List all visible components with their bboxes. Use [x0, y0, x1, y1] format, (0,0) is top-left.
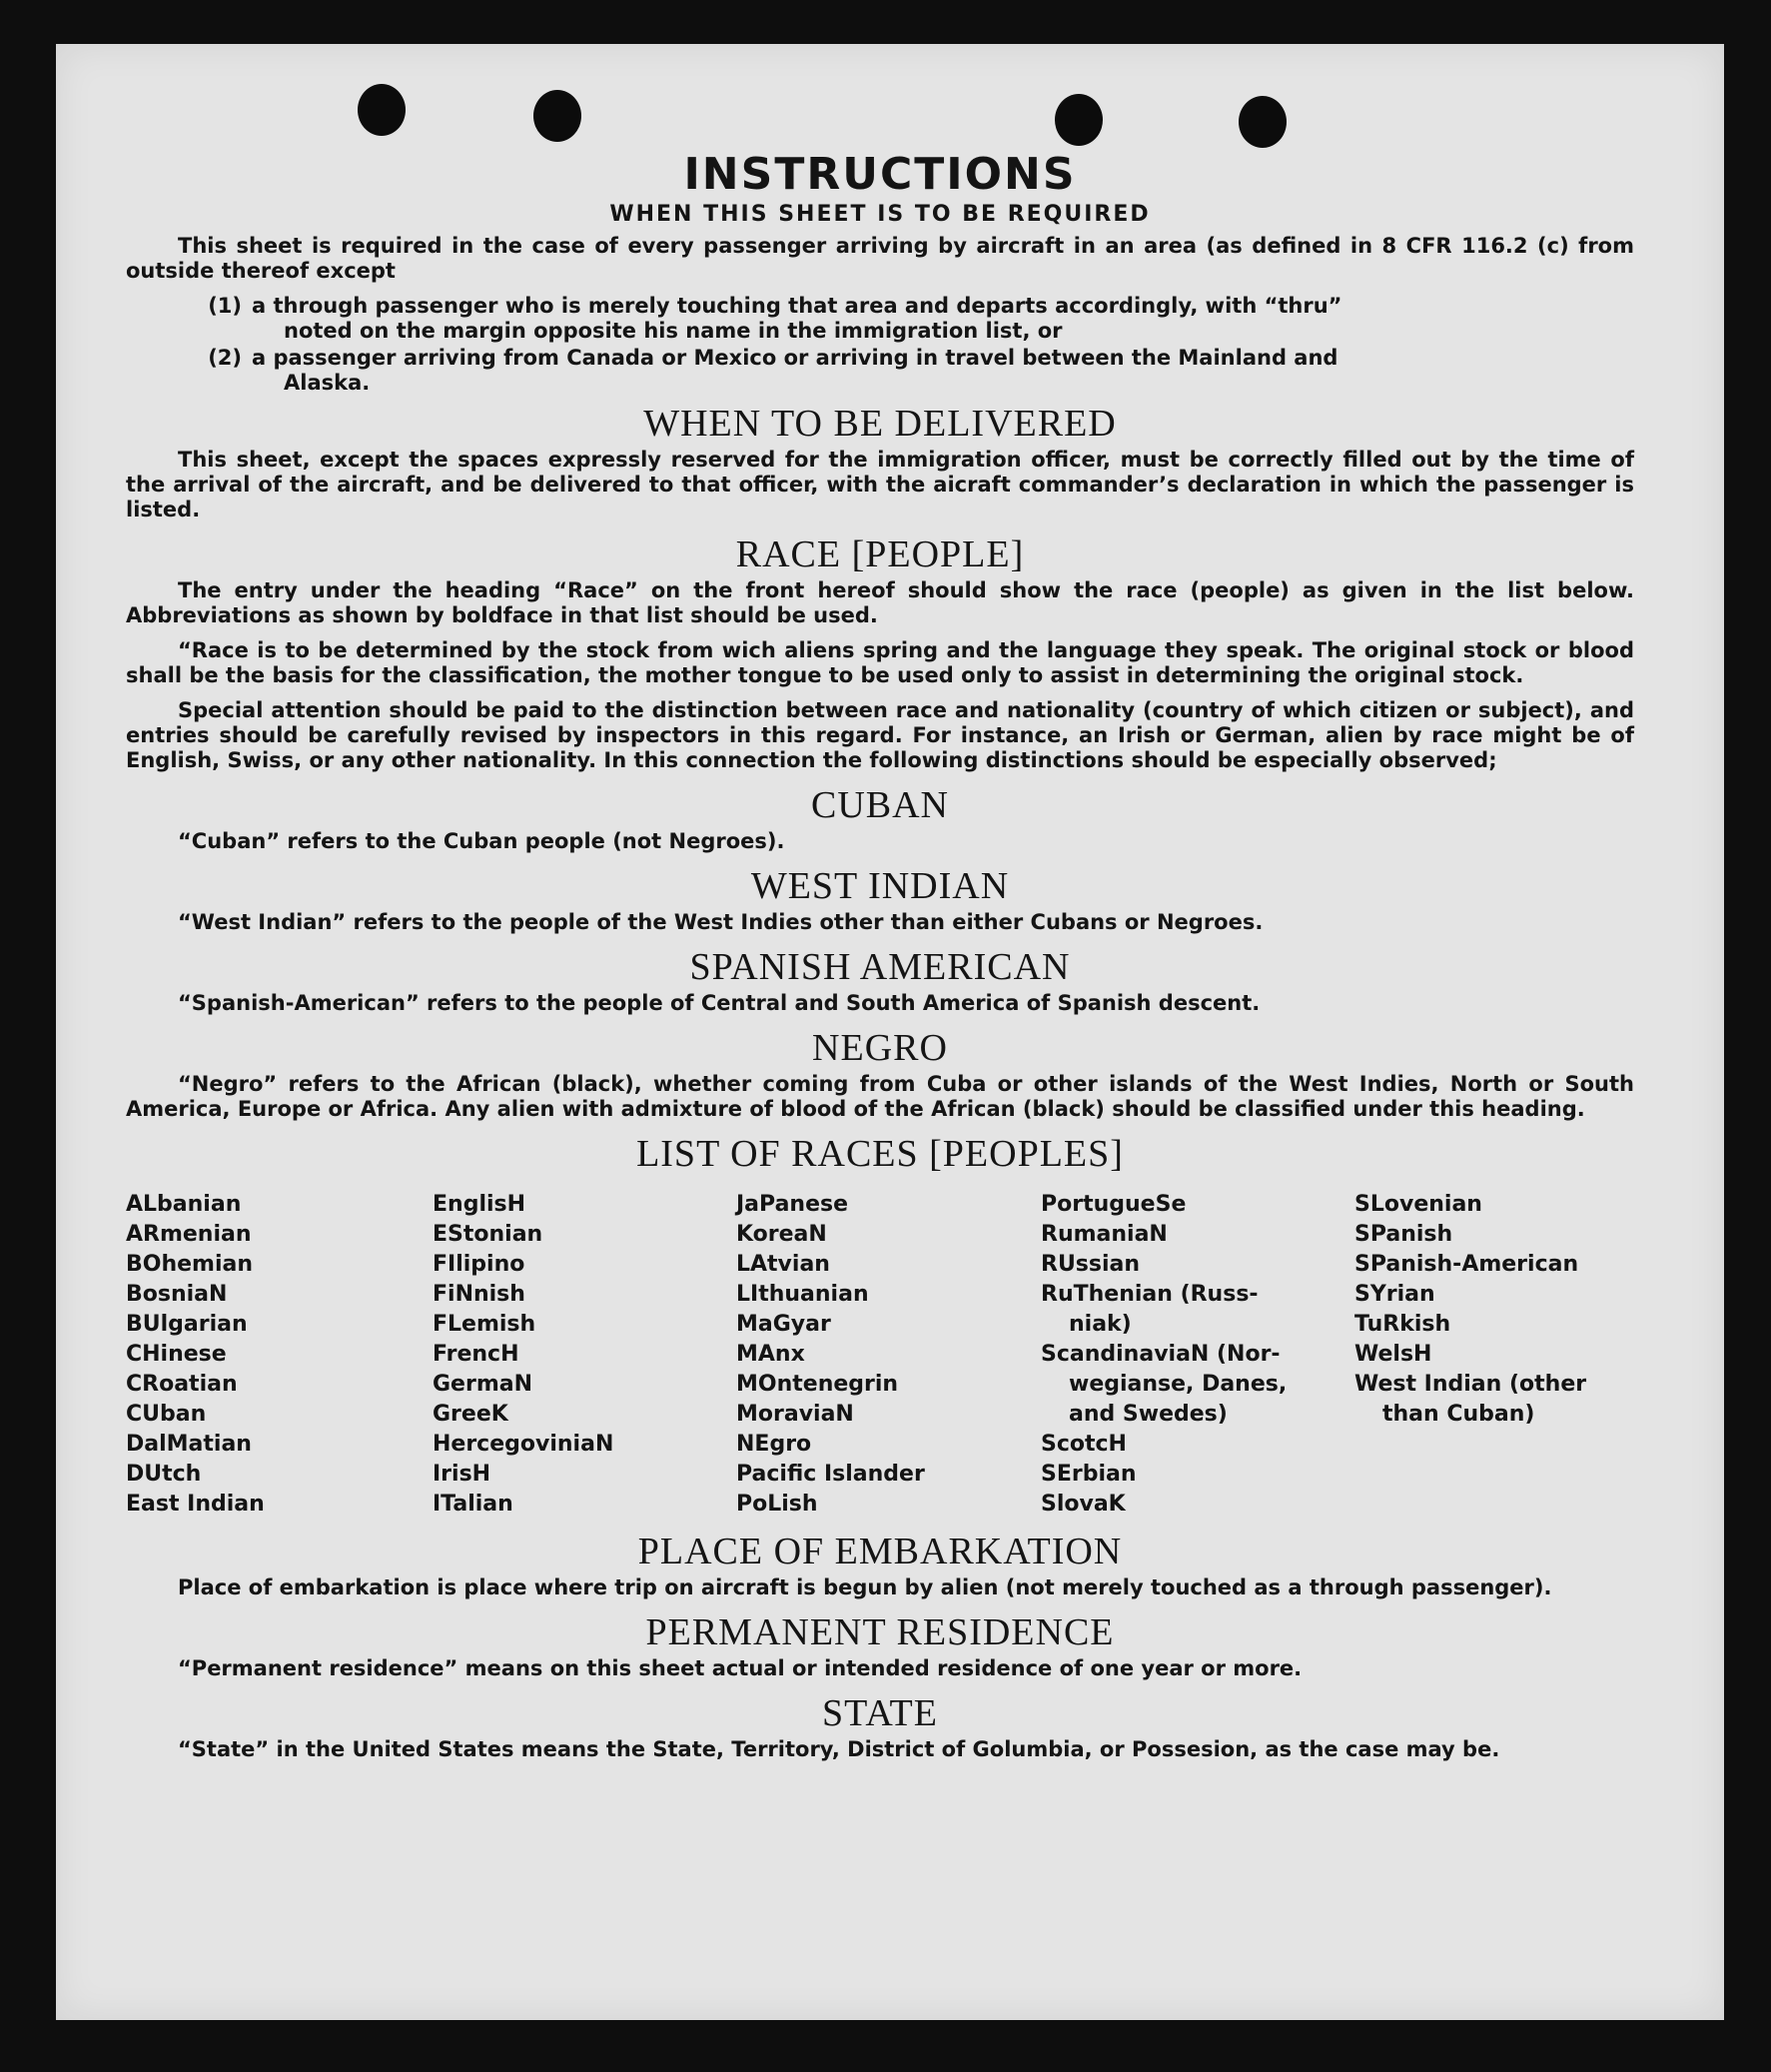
section-heading-negro: NEGRO — [812, 1027, 948, 1069]
race-paragraph-2: “Race is to be determined by the stock from wich aliens spring and the language they speak. The original stock or blood shall be the basis for the classification, the mother tongue to be used only to assist in determining the original stock. — [126, 638, 1634, 687]
race-entry: RuThenian (Russ- — [1041, 1282, 1259, 1307]
races-column — [1354, 1190, 1634, 1520]
item-number: (1) — [208, 294, 242, 318]
race-entry: KoreaN — [736, 1222, 827, 1247]
race-entry: CUban — [126, 1402, 207, 1427]
section-heading-race: RACE [PEOPLE] — [735, 533, 1025, 575]
race-entry: CHinese — [126, 1342, 227, 1367]
race-paragraph-3: Special attention should be paid to the distinction between race and nationality (country of which citizen or subject), and entries should be carefully revised by inspectors in this regard. For instance, an Irish or German, alien by race might be of English, Swiss, or any other nationality. In this connection the following distinctions should be especially observed; — [126, 698, 1634, 772]
race-entry: EStonian — [433, 1222, 543, 1247]
race-entry: MaGyar — [736, 1312, 831, 1337]
section-heading-west-indian: WEST INDIAN — [750, 865, 1010, 907]
boldface-word: boldface — [450, 603, 553, 627]
races-column — [126, 1190, 433, 1520]
races-list — [126, 1190, 1634, 1520]
races-column — [1041, 1190, 1354, 1520]
race-entry: SPanish-American — [1354, 1252, 1579, 1277]
spanish-american-text: “Spanish-American” refers to the people of Central and South America of Spanish descent. — [178, 991, 1261, 1015]
race-entry: ALbanian — [126, 1192, 242, 1217]
race-entry: BOhemian — [126, 1252, 254, 1277]
race-entry: MAnx — [736, 1342, 805, 1367]
race-entry: GermaN — [433, 1372, 533, 1397]
race-entry: ARmenian — [126, 1222, 252, 1247]
race-entry: IrisH — [433, 1462, 491, 1487]
race-entry: ScandinaviaN (Nor- — [1041, 1342, 1281, 1367]
race-entry: BUlgarian — [126, 1312, 248, 1337]
race-entry: HercegoviniaN — [433, 1432, 614, 1457]
race-entry: FLemish — [433, 1312, 536, 1337]
required-intro: This sheet is required in the case of every passenger arriving by aircraft in an area (as defined in 8 CFR 116.2 (c) from outside thereof except — [126, 234, 1634, 283]
item-text: a passenger arriving from Canada or Mexico or arriving in travel between the Mainland and — [252, 346, 1338, 370]
section-heading-spanish-american: SPANISH AMERICAN — [689, 946, 1071, 988]
race-entry: NEgro — [736, 1432, 812, 1457]
race-entry: Pacific Islander — [736, 1462, 925, 1487]
race-entry: FrencH — [433, 1342, 519, 1367]
section-heading-permanent-residence: PERMANENT RESIDENCE — [645, 1611, 1115, 1653]
page-title: INSTRUCTIONS — [683, 149, 1077, 200]
section-heading-embarkation: PLACE OF EMBARKATION — [637, 1531, 1123, 1572]
race-entry: SLovenian — [1354, 1192, 1482, 1217]
race-entry: DalMatian — [126, 1432, 252, 1457]
section-heading-delivered: WHEN TO BE DELIVERED — [643, 403, 1117, 445]
race-entry: ScotcH — [1041, 1432, 1127, 1457]
race-entry-continuation: niak) — [1069, 1312, 1132, 1337]
race-entry: ITalian — [433, 1492, 513, 1517]
race-entry: SYrian — [1354, 1282, 1435, 1307]
item-text: a through passenger who is merely touching that area and departs accordingly, with “thru” — [252, 294, 1342, 318]
race-entry: DUtch — [126, 1462, 202, 1487]
item-continuation: Alaska. — [284, 371, 371, 395]
race-entry: WelsH — [1354, 1342, 1432, 1367]
item-number: (2) — [208, 346, 242, 370]
permanent-residence-text: “Permanent residence” means on this sheet actual or intended residence of one year or more. — [178, 1656, 1303, 1680]
state-text: “State” in the United States means the State, Territory, District of Golumbia, or Possesion, as the case may be. — [178, 1737, 1500, 1761]
race-entry: SErbian — [1041, 1462, 1137, 1487]
instructions-content — [126, 150, 1634, 1772]
section-heading-cuban: CUBAN — [810, 784, 950, 826]
cuban-text: “Cuban” refers to the Cuban people (not Negroes). — [178, 829, 785, 853]
race-entry: East Indian — [126, 1492, 265, 1517]
item-continuation: noted on the margin opposite his name in the immigration list, or — [284, 319, 1063, 343]
race-entry: LAtvian — [736, 1252, 830, 1277]
exception-item — [126, 294, 1634, 344]
race-entry: EnglisH — [433, 1192, 526, 1217]
section-heading-list-of-races: LIST OF RACES [PEOPLES] — [636, 1133, 1124, 1175]
race-entry-continuation: wegianse, Danes, — [1069, 1372, 1288, 1397]
races-column — [736, 1190, 1041, 1520]
race-entry: TuRkish — [1354, 1312, 1451, 1337]
race-entry: BosniaN — [126, 1282, 228, 1307]
race-entry-continuation: and Swedes) — [1069, 1402, 1228, 1427]
race-entry-continuation: than Cuban) — [1382, 1402, 1535, 1427]
race-paragraph-1: The entry under the heading “Race” on the front hereof should show the race (people) as given in the list below. Abbreviations as shown by boldface in that list should be used. — [126, 578, 1634, 627]
race-entry: RumaniaN — [1041, 1222, 1168, 1247]
race-entry: MOntenegrin — [736, 1372, 899, 1397]
negro-text: “Negro” refers to the African (black), whether coming from Cuba or other islands of the West Indies, North or South America, Europe or Africa. Any alien with admixture of blood of the African (black) should be classified under this heading. — [126, 1072, 1634, 1121]
race-entry: MoraviaN — [736, 1402, 854, 1427]
race-entry: JaPanese — [736, 1192, 849, 1217]
races-column — [433, 1190, 736, 1520]
west-indian-text: “West Indian” refers to the people of the West Indies other than either Cubans or Negroes. — [178, 910, 1264, 934]
race-entry: RUssian — [1041, 1252, 1141, 1277]
race-entry: PortugueSe — [1041, 1192, 1187, 1217]
race-entry: SlovaK — [1041, 1492, 1126, 1517]
punch-hole — [533, 90, 581, 142]
page-subtitle: WHEN THIS SHEET IS TO BE REQUIRED — [609, 202, 1151, 227]
race-entry: GreeK — [433, 1402, 508, 1427]
punch-hole — [1239, 96, 1287, 148]
exception-item — [126, 346, 1634, 396]
race-entry: SPanish — [1354, 1222, 1453, 1247]
delivered-text: This sheet, except the spaces expressly reserved for the immigration officer, must be correctly filled out by the time of the arrival of the aircraft, and be delivered to that officer, with the aicraft commander’s declaration in which the passenger is listed. — [126, 448, 1634, 521]
race-entry: FiNnish — [433, 1282, 525, 1307]
embarkation-text: Place of embarkation is place where trip on aircraft is begun by alien (not merely touched as a through passenger). — [178, 1575, 1552, 1599]
race-entry: West Indian (other — [1354, 1372, 1587, 1397]
punch-hole — [1055, 94, 1103, 146]
section-heading-state: STATE — [822, 1692, 938, 1734]
race-entry: CRoatian — [126, 1372, 238, 1397]
race-entry: LIthuanian — [736, 1282, 869, 1307]
punch-hole — [358, 84, 406, 136]
race-entry: FIlipino — [433, 1252, 525, 1277]
race-entry: PoLish — [736, 1492, 818, 1517]
